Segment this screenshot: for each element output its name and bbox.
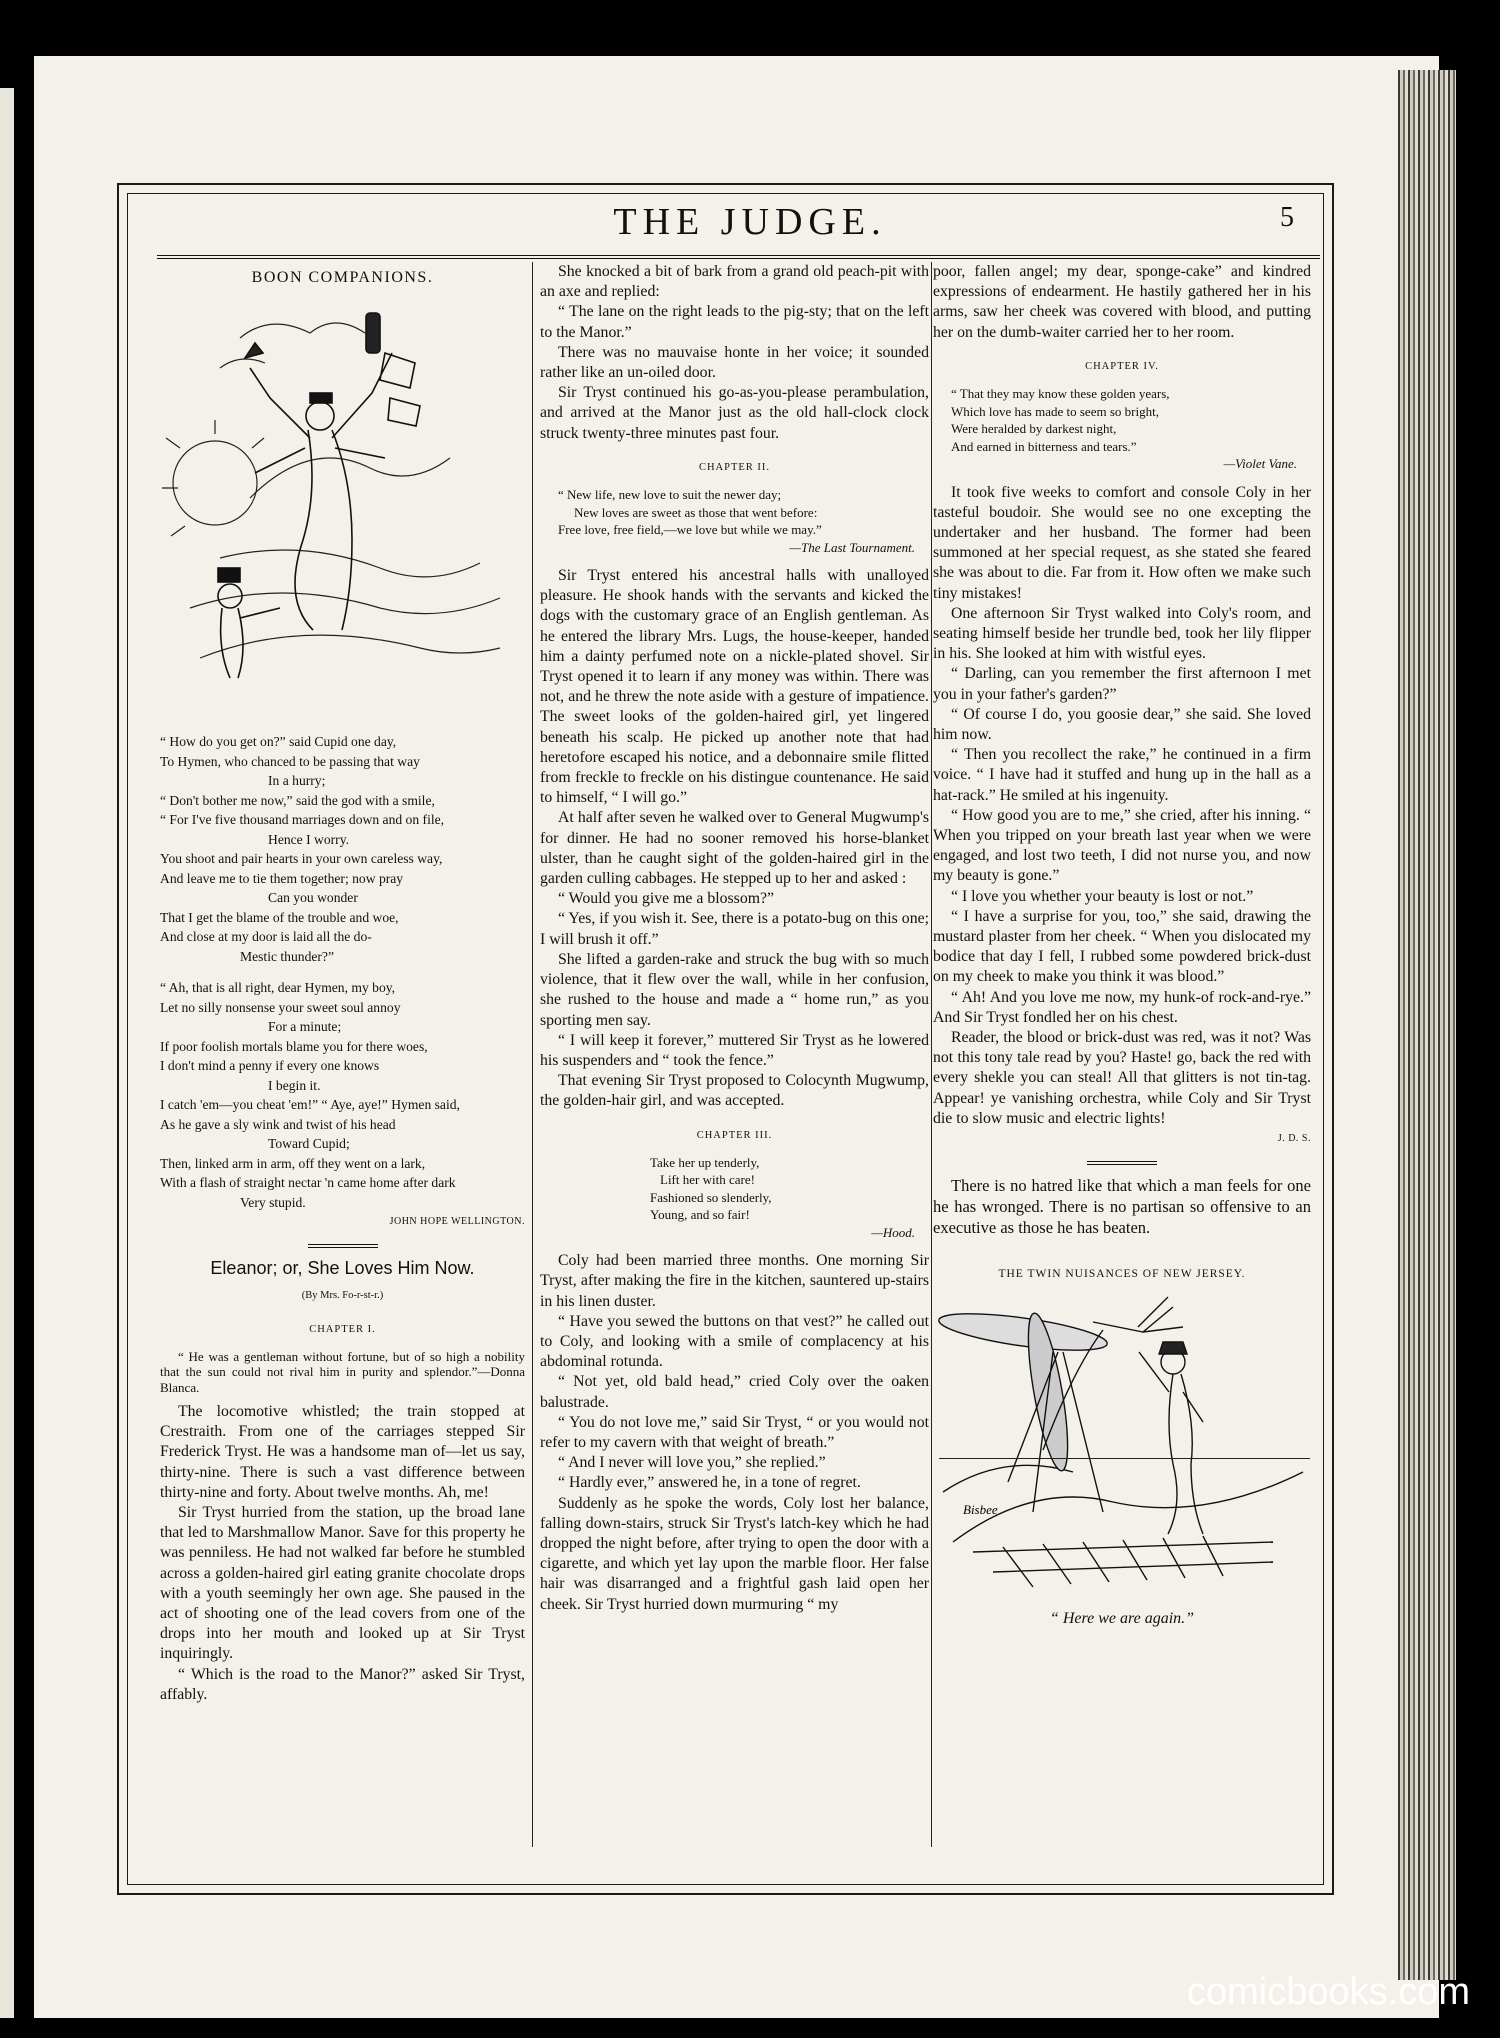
epigraph-line: Free love, free field,—we love but while we may.”: [558, 522, 822, 538]
poem-line: I begin it.: [268, 1077, 321, 1093]
column-3: [933, 262, 1311, 1629]
poem-line: As he gave a sly wink and twist of his head: [160, 1116, 396, 1132]
story-paragraph: Suddenly as he spoke the words, Coly lost her balance, falling down-stairs, struck Sir Tryst's latch-key which he had dropped the night before, after trying to open the door with a cigarette, and which yet lay upon the marble floor. Her false hair was disarranged and a frightful gash laid open her cheek. Sir Tryst hurried down murmuring “ my: [540, 1494, 929, 1613]
story-paragraph: “ The lane on the right leads to the pig-sty; that on the left to the Manor.”: [540, 303, 929, 341]
column-1: [160, 262, 525, 1705]
masthead-title: THE JUDGE.: [613, 201, 887, 243]
poem-line: You shoot and pair hearts in your own careless way,: [160, 851, 443, 867]
story-paragraph: Sir Tryst hurried from the station, up the broad lane that led to Marshmallow Manor. Save for this property he was penniless. He had not walked far before he stumbled across a golden-haired girl eating granite chocolate drops with a youth seemingly her own age. She paused in the act of shooting one of the lead covers from one of the drops into her mouth and looked up at Sir Tryst inquiringly.: [160, 1503, 525, 1663]
chapter-epigraph: “ He was a gentleman without fortune, but of so high a nobility that the sun could not rival him in purity and splendor.”—Donna Blanca.: [160, 1348, 525, 1396]
poem-line: For a minute;: [268, 1019, 342, 1035]
cartoon-signature: Bisbee: [963, 1502, 998, 1518]
chapter-heading: CHAPTER III.: [696, 1129, 773, 1141]
story-paragraph: It took five weeks to comfort and console Coly in her tasteful boudoir. She would see no one excepting the undertaker and her husband. The former had been summoned at her special request, as she stated she feared she was about to die. Far from it. How often we make such tiny mistakes!: [933, 483, 1311, 602]
story-title: Eleanor; or, She Loves Him Now.: [210, 1257, 475, 1278]
poem-line: I don't mind a penny if every one knows: [160, 1058, 380, 1074]
story-paragraph: She knocked a bit of bark from a grand old peach-pit with an axe and replied:: [540, 263, 929, 301]
epigraph-source: —Hood.: [871, 1224, 915, 1240]
epigraph-line: “ New life, new love to suit the newer day;: [558, 487, 782, 503]
poem-line: And leave me to tie them together; now pray: [160, 870, 404, 886]
story-paragraph: “ You do not love me,” said Sir Tryst, “ or you would not refer to my cavern with that weight of breath.”: [540, 1413, 929, 1452]
twin-nuisances-cartoon: [933, 1292, 1311, 1598]
story-paragraph: The locomotive whistled; the train stopped at Crestraith. From one of the carriages stepped Sir Frederick Tryst. He was a handsome man of—let us say, thirty-nine. There is such a vast difference between thirty-nine and forty. About twelve months. Ah, me!: [160, 1402, 525, 1501]
poem-body: [160, 732, 525, 1232]
poem-line: In a hurry;: [268, 773, 326, 789]
poem-line: Very stupid.: [240, 1194, 306, 1210]
giant-mosquito-cartoon: [933, 1292, 1311, 1592]
poem-line: And close at my door is laid all the do-: [160, 929, 372, 945]
story-paragraph: There was no mauvaise honte in her voice; it sounded rather like an un-oiled door.: [540, 343, 929, 382]
poem-line: “ How do you get on?” said Cupid one day,: [160, 734, 397, 750]
story-paragraph: “ Hardly ever,” answered he, in a tone of regret.: [558, 1474, 861, 1492]
chapter-epigraph: [540, 486, 929, 556]
story-paragraph: “ Which is the road to the Manor?” asked Sir Tryst, affably.: [160, 1665, 525, 1703]
story-paragraph: Sir Tryst entered his ancestral halls with unalloyed pleasure. He shook hands with the servants and kicked the dogs with the customary grace of an English gentleman. As he entered the library Mrs. Lugs, the house-keeper, handed him a dainty perfumed note on a nickle-plated shovel. Sir Tryst opened it to learn if any money was within. There was not, and he threw the note aside with a gesture of impatience. The sweet looks of the golden-haired girl, yet lingered beneath his scalp. He picked up another note that had heretofore escaped his notice, and a debonnaire smile flitted from freckle to freckle on his distingue countenance. He said to himself, “ I will go.”: [540, 567, 929, 807]
story-paragraph: “ I have a surprise for you, too,” she said, drawing the mustard plaster from her cheek. “ When you dislocated my bodice that day I fell, I rubbed some powdered brick-dust on my cheek to make you think it was blood.”: [933, 907, 1311, 986]
epigraph-line: Young, and so fair!: [650, 1207, 750, 1223]
poem-line: Hence I worry.: [268, 831, 350, 847]
column-divider: [532, 262, 533, 1847]
cartoon-caption: “ Here we are again.”: [1049, 1609, 1195, 1627]
chapter-epigraph: [540, 1154, 929, 1242]
epigraph-line: Lift her with care!: [660, 1172, 755, 1188]
story-paragraph: “ Then you recollect the rake,” he continued in a firm voice. “ I have had it stuffed and hung up in the hall as a hat-rack.” He smiled at his ingenuity.: [933, 746, 1311, 804]
section-rule: [308, 1244, 378, 1248]
story-paragraph: Coly had been married three months. One morning Sir Tryst, after making the fire in the kitchen, sauntered up-stairs in his linen duster.: [540, 1252, 929, 1310]
adjacent-page-edge: [0, 88, 14, 2018]
story-paragraph: poor, fallen angel; my dear, sponge-cake” and kindred expressions of endearment. He hastily gathered her in his arms, saw her cheek was covered with blood, and putting her on the dumb-waiter carried her to her room.: [933, 263, 1311, 341]
chapter-heading: CHAPTER II.: [698, 461, 771, 473]
poem-line: “ For I've five thousand marriages down and on file,: [160, 812, 445, 828]
story-paragraph: “ Darling, can you remember the first afternoon I met you in your father's garden?”: [933, 665, 1311, 703]
story-paragraph: “ How good you are to me,” she cried, after his inning. “ When you tripped on your breath last year when we were engaged, and lost two teeth, I did not nurse you, and now my beauty is gone.”: [933, 806, 1311, 885]
filler-paragraph: There is no hatred like that which a man feels for one he has wronged. There is no partisan so offensive to an executive as those he has beaten.: [933, 1176, 1311, 1238]
story-paragraph: Reader, the blood or brick-dust was red, was it not? Was not this tony tale read by you? Haste! go, back the red with every shekle you can steal! All that glitters is not tin-tag. Appear! ye vanishing orchestra, while Coly and Sir Tryst die to slow music and electric lights!: [933, 1029, 1311, 1127]
story-paragraph: “ And I never will love you,” she replied.”: [558, 1454, 826, 1472]
poem-line: I catch 'em—you cheat 'em!” “ Aye, aye!” Hymen said,: [160, 1097, 460, 1113]
story-paragraph: “ Have you sewed the buttons on that vest?” he called out to Coly, and looking with a smile of complacency at his abdominal rotunda.: [540, 1312, 929, 1371]
poem-line: Mestic thunder?”: [240, 948, 334, 964]
column-divider: [931, 262, 932, 1847]
masthead-rule: [157, 255, 1320, 259]
poem-author: JOHN HOPE WELLINGTON.: [389, 1216, 525, 1228]
poem-line: That I get the blame of the trouble and woe,: [160, 909, 399, 925]
story-paragraph: One afternoon Sir Tryst walked into Coly's room, and seating himself beside her trundle bed, took her lily flipper in his. She looked at him with wistful eyes.: [933, 604, 1311, 663]
cupid-and-hymen-illustration-art: [160, 298, 525, 718]
story-paragraph: She lifted a garden-rake and struck the bug with so much violence, that it flew over the wall, while in her confusion, she rushed to the house and made a “ home run,” as you sporting men say.: [540, 950, 929, 1029]
story-paragraph: “ I love you whether your beauty is lost or not.”: [951, 887, 1254, 905]
story-signature: J. D. S.: [1277, 1133, 1311, 1145]
story-paragraph: “ Would you give me a blossom?”: [558, 890, 775, 908]
epigraph-source: —Violet Vane.: [1223, 456, 1297, 472]
epigraph-line: Fashioned so slenderly,: [650, 1189, 772, 1205]
chapter-heading: CHAPTER I.: [309, 1324, 376, 1336]
chapter-heading: CHAPTER IV.: [1085, 360, 1159, 372]
story-paragraph: “ Of course I do, you goosie dear,” she said. She loved him now.: [933, 705, 1311, 743]
poem-title: BOON COMPANIONS.: [251, 269, 434, 286]
poem-line: With a flash of straight nectar 'n came home after dark: [160, 1175, 456, 1191]
poem-line: “ Don't bother me now,” said the god with a smile,: [160, 792, 435, 808]
epigraph-line: And earned in bitterness and tears.”: [951, 438, 1137, 454]
poem-line: Can you wonder: [268, 890, 358, 906]
cupid-and-hymen-illustration: [160, 298, 525, 724]
poem-line: Toward Cupid;: [268, 1136, 350, 1152]
story-paragraph: “ I will keep it forever,” muttered Sir Tryst as he lowered his suspenders and “ took the fence.”: [540, 1031, 929, 1069]
page-number: 5: [1280, 202, 1294, 233]
poem-line: Then, linked arm in arm, off they went on a lark,: [160, 1155, 426, 1171]
column-2: [540, 262, 929, 1615]
story-byline: (By Mrs. Fo-r-st-r.): [301, 1290, 384, 1302]
epigraph-line: Take her up tenderly,: [650, 1154, 760, 1170]
story-paragraph: “ Ah! And you love me now, my hunk-of rock-and-rye.” And Sir Tryst fondled her on his chest.: [933, 988, 1311, 1026]
story-paragraph: At half after seven he walked over to General Mugwump's for dinner. He had no sooner removed his horse-blanket ulster, than he caught sight of the golden-haired girl in the garden culling cabbages. He stepped up to her and asked :: [540, 809, 929, 888]
cartoon-box-rule: [939, 1458, 1310, 1459]
story-paragraph: That evening Sir Tryst proposed to Colocynth Mugwump, the golden-hair girl, and was accepted.: [540, 1072, 929, 1110]
story-paragraph: “ Not yet, old bald head,” cried Coly over the oaken balustrade.: [540, 1373, 929, 1411]
poem-line: If poor foolish mortals blame you for there woes,: [160, 1038, 428, 1054]
epigraph-source: —The Last Tournament.: [789, 539, 915, 555]
site-watermark: comicbooks.com: [1187, 1971, 1470, 2013]
cartoon-title: THE TWIN NUISANCES OF NEW JERSEY.: [998, 1268, 1246, 1281]
section-rule: [1087, 1161, 1157, 1165]
chapter-epigraph: [933, 385, 1311, 473]
epigraph-line: “ That they may know these golden years,: [951, 386, 1170, 402]
story-paragraph: Sir Tryst continued his go-as-you-please perambulation, and arrived at the Manor just as the old hall-clock clock struck twenty-three minutes past four.: [540, 384, 929, 442]
epigraph-line: New loves are sweet as those that went before:: [574, 504, 818, 520]
poem-line: To Hymen, who chanced to be passing that way: [160, 753, 420, 769]
story-paragraph: “ Yes, if you wish it. See, there is a potato-bug on this one; I will brush it off.”: [540, 910, 929, 948]
epigraph-line: Which love has made to seem so bright,: [951, 403, 1159, 419]
poem-line: Let no silly nonsense your sweet soul annoy: [160, 999, 401, 1015]
poem-line: “ Ah, that is all right, dear Hymen, my boy,: [160, 980, 396, 996]
book-page-edges: [1398, 70, 1456, 1980]
epigraph-line: Were heralded by darkest night,: [951, 421, 1117, 437]
